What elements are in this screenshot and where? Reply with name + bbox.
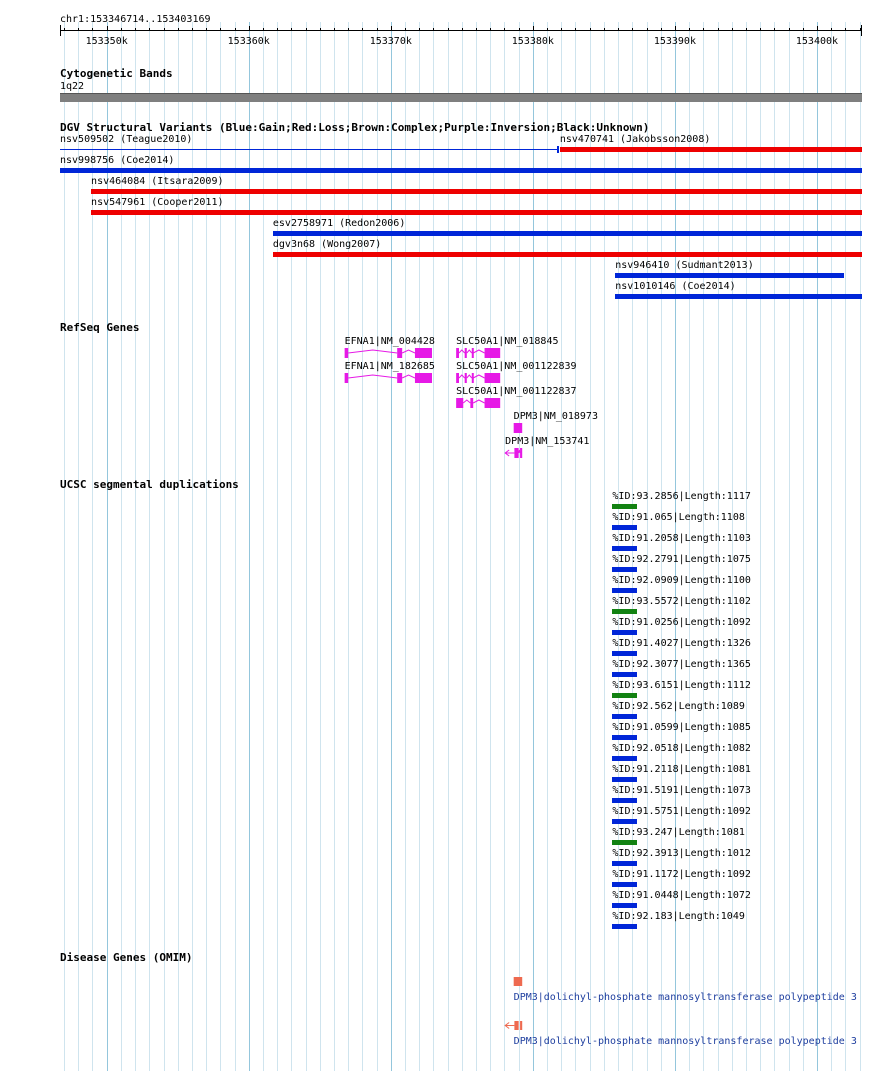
- refseq-exon: [456, 373, 459, 383]
- ruler-tick-label: 153390k: [653, 36, 696, 47]
- dgv-feature-label: nsv946410 (Sudmant2013): [615, 260, 754, 271]
- omim-exon: [514, 977, 523, 986]
- omim-exon: [520, 1021, 522, 1030]
- refseq-exon: [485, 373, 501, 383]
- segdup-bar[interactable]: [612, 609, 637, 614]
- refseq-exon: [514, 448, 518, 458]
- dgv-feature-label: dgv3n68 (Wong2007): [272, 239, 382, 250]
- track-title-refseq: RefSeq Genes: [60, 321, 140, 334]
- segdup-bar[interactable]: [612, 567, 637, 572]
- segdup-label: %ID:91.065|Length:1108: [612, 512, 745, 523]
- refseq-gene-label: SLC50A1|NM_018845: [456, 336, 559, 347]
- refseq-intron: [348, 350, 397, 353]
- dgv-feature-label: esv2758971 (Redon2006): [272, 218, 406, 229]
- refseq-exon: [456, 398, 463, 408]
- ruler-tick-label: 153400k: [795, 36, 839, 47]
- refseq-genes-track: [0, 330, 890, 460]
- refseq-exon: [470, 398, 473, 408]
- segdup-bar[interactable]: [612, 588, 637, 593]
- refseq-gene-model[interactable]: [345, 348, 432, 358]
- omim-exon: [514, 1021, 518, 1030]
- segdup-bar[interactable]: [612, 672, 637, 677]
- omim-gene-model[interactable]: [505, 1021, 522, 1030]
- refseq-gene-model[interactable]: [456, 373, 500, 383]
- segdup-label: %ID:91.2058|Length:1103: [612, 533, 751, 544]
- refseq-gene-label: EFNA1|NM_182685: [344, 361, 435, 372]
- refseq-intron: [402, 350, 415, 353]
- segdup-bar[interactable]: [612, 924, 637, 929]
- segdup-label: %ID:91.5191|Length:1073: [612, 785, 751, 796]
- segdup-label: %ID:93.6151|Length:1112: [612, 680, 751, 691]
- refseq-exon: [415, 348, 432, 358]
- segdup-bar[interactable]: [612, 903, 637, 908]
- segdup-label: %ID:92.3077|Length:1365: [612, 659, 751, 670]
- segdup-label: %ID:91.5751|Length:1092: [612, 806, 751, 817]
- refseq-intron: [473, 400, 484, 403]
- segdup-bar[interactable]: [612, 714, 637, 719]
- track-title-cytoband: Cytogenetic Bands: [60, 67, 173, 80]
- ruler-tick-label: 153370k: [369, 36, 412, 47]
- ruler-tick-label: 153380k: [511, 36, 554, 47]
- segdup-bar[interactable]: [612, 756, 637, 761]
- dgv-feature-bar[interactable]: [91, 189, 862, 194]
- refseq-exon: [485, 398, 501, 408]
- refseq-gene-label: EFNA1|NM_004428: [344, 336, 435, 347]
- segdup-bar[interactable]: [612, 735, 637, 740]
- omim-gene-label: DPM3|dolichyl-phosphate mannosyltransferase polypeptide 3: [513, 992, 857, 1003]
- refseq-gene-label: SLC50A1|NM_001122839: [456, 361, 577, 372]
- refseq-exon: [415, 373, 432, 383]
- omim-genes-track: [0, 970, 890, 1047]
- dgv-feature-bar[interactable]: [273, 252, 862, 257]
- dgv-feature-label: nsv509502 (Teague2010): [60, 134, 193, 145]
- segdup-label: %ID:91.0599|Length:1085: [612, 722, 751, 733]
- ruler-tick-label: 153350k: [85, 36, 128, 47]
- segdup-label: %ID:92.3913|Length:1012: [612, 848, 751, 859]
- refseq-gene-model[interactable]: [505, 448, 522, 458]
- refseq-intron: [467, 350, 472, 353]
- refseq-exon: [472, 348, 474, 358]
- segdup-label: %ID:93.5572|Length:1102: [612, 596, 751, 607]
- segdup-label: %ID:93.2856|Length:1117: [612, 491, 751, 502]
- dgv-feature-label: nsv464084 (Itsara2009): [91, 176, 224, 187]
- track-title-omim: Disease Genes (OMIM): [60, 951, 193, 964]
- refseq-intron: [473, 350, 484, 353]
- refseq-intron: [467, 375, 472, 378]
- dgv-feature-label: nsv998756 (Coe2014): [60, 155, 175, 166]
- dgv-feature-bar[interactable]: [273, 231, 862, 236]
- dgv-feature-label: nsv547961 (Cooper2011): [91, 197, 224, 208]
- segdup-label: %ID:91.0256|Length:1092: [612, 617, 751, 628]
- segdup-label: %ID:92.2791|Length:1075: [612, 554, 751, 565]
- refseq-exon: [397, 373, 402, 383]
- refseq-exon: [465, 348, 467, 358]
- refseq-exon: [397, 348, 402, 358]
- refseq-intron: [459, 375, 465, 378]
- refseq-exon: [514, 423, 523, 433]
- omim-gene-model[interactable]: [514, 977, 523, 986]
- refseq-gene-model[interactable]: [514, 423, 523, 433]
- segdup-bar[interactable]: [612, 525, 637, 530]
- dgv-feature-bar[interactable]: [60, 149, 559, 150]
- cytoband-bar[interactable]: [60, 93, 862, 102]
- track-title-segdups: UCSC segmental duplications: [60, 478, 239, 491]
- dgv-feature-bar[interactable]: [560, 147, 862, 152]
- dgv-feature-label: nsv470741 (Jakobsson2008): [559, 134, 711, 145]
- segdup-label: %ID:91.2118|Length:1081: [612, 764, 751, 775]
- segdup-bar[interactable]: [612, 546, 637, 551]
- refseq-intron: [463, 400, 470, 403]
- segdup-bar[interactable]: [612, 819, 637, 824]
- segdup-bar[interactable]: [612, 693, 637, 698]
- refseq-exon: [520, 448, 522, 458]
- refseq-gene-model[interactable]: [456, 348, 500, 358]
- segdup-label: %ID:91.1172|Length:1092: [612, 869, 751, 880]
- dgv-feature-bar[interactable]: [615, 273, 844, 278]
- cytoband-label: 1q22: [60, 81, 85, 92]
- refseq-intron: [348, 375, 397, 378]
- dgv-feature-bar[interactable]: [60, 168, 862, 173]
- ruler-tick-label: 153360k: [227, 36, 270, 47]
- segdup-label: %ID:92.562|Length:1089: [612, 701, 745, 712]
- segdup-bar[interactable]: [612, 798, 637, 803]
- segdup-bar[interactable]: [612, 882, 637, 887]
- refseq-gene-model[interactable]: [345, 373, 432, 383]
- segdup-label: %ID:92.0518|Length:1082: [612, 743, 751, 754]
- refseq-exon: [472, 373, 474, 383]
- refseq-exon: [345, 348, 349, 358]
- refseq-exon: [456, 348, 459, 358]
- refseq-exon: [485, 348, 501, 358]
- refseq-gene-label: DPM3|NM_153741: [505, 436, 590, 447]
- dgv-feature-label: nsv1010146 (Coe2014): [615, 281, 736, 292]
- segdup-label: %ID:93.247|Length:1081: [612, 827, 745, 838]
- segdup-bar[interactable]: [612, 777, 637, 782]
- dgv-feature-bar[interactable]: [91, 210, 862, 215]
- segdup-bar[interactable]: [612, 504, 637, 509]
- segdup-label: %ID:92.183|Length:1049: [612, 911, 745, 922]
- segdup-label: %ID:92.0909|Length:1100: [612, 575, 751, 586]
- region-label: chr1:153346714..153403169: [60, 14, 211, 25]
- refseq-exon: [465, 373, 467, 383]
- refseq-gene-label: SLC50A1|NM_001122837: [456, 386, 577, 397]
- refseq-gene-model[interactable]: [456, 398, 500, 408]
- segdup-label: %ID:91.0448|Length:1072: [612, 890, 751, 901]
- segdup-label: %ID:91.4027|Length:1326: [612, 638, 751, 649]
- track-title-dgv: DGV Structural Variants (Blue:Gain;Red:Loss;Brown:Complex;Purple:Inversion;Black:Unknown): [60, 121, 650, 134]
- segdup-bar[interactable]: [612, 651, 637, 656]
- refseq-intron: [473, 375, 484, 378]
- segdup-bar[interactable]: [612, 630, 637, 635]
- refseq-exon: [345, 373, 349, 383]
- segdup-bar[interactable]: [612, 840, 637, 845]
- refseq-intron: [402, 375, 415, 378]
- omim-gene-label: DPM3|dolichyl-phosphate mannosyltransferase polypeptide 3: [513, 1036, 857, 1047]
- dgv-feature-bar[interactable]: [615, 294, 862, 299]
- refseq-intron: [459, 350, 465, 353]
- refseq-intron: [519, 450, 520, 453]
- refseq-gene-label: DPM3|NM_018973: [513, 411, 598, 422]
- segdup-bar[interactable]: [612, 861, 637, 866]
